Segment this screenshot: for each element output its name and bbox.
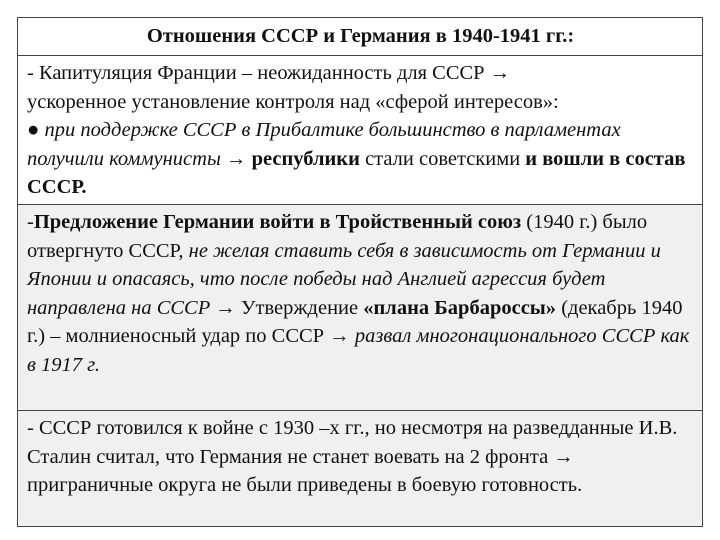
table-row [18,56,703,205]
table-row [18,205,703,411]
block2-bold-barbarossa: «плана Барбароссы» [363,296,557,319]
title-row [18,18,703,56]
bullet-icon: ● [27,119,45,141]
block2-dash: - [27,211,34,233]
block2-italic2: развал многонационального СССР как в 1917 г. [27,325,690,376]
block-tripartite-pact [18,205,703,411]
block1-bold-republics: республики [251,147,360,170]
block1-bold-joined: и вошли в состав СССР. [27,147,686,198]
block1-line1: - Капитуляция Франции – неожиданность для СССР → [27,62,511,84]
block1-line2: ускоренное установление контроля над «сферой интересов»: [27,90,559,113]
block2-text2: Утверждение [235,296,364,319]
block2-text1: (1940 г.) было отвергнуто СССР, [27,211,648,262]
block2-bold-proposal: Предложение Германии войти в Тройственный союз [33,211,522,233]
block-war-preparation [18,411,703,527]
block1-italic: при поддержке СССР в Прибалтике большинство в парламентах получили коммунисты → [27,119,621,170]
block2-italic1: не желая ставить себя в зависимость от Германии и Японии и опасаясь, что после победы над Англией агрессия будет направлена на СССР → [27,239,661,319]
block1-text: стали советскими [359,147,526,170]
table-title: Отношения СССР и Германия в 1940-1941 гг.: [18,18,703,56]
block2-text3: (декабрь 1940 г.) – молниеносный удар по СССР → [27,296,683,347]
table-row [18,411,703,527]
info-table [17,17,703,527]
block-france-capitulation [18,56,703,205]
block3-text: - СССР готовился к войне с 1930 –х гг., но несмотря на разведданные И.В. Сталин считал, что Германия не станет воевать на 2 фронта → приграничные округа не были приведены в боевую готовность. [27,417,678,496]
